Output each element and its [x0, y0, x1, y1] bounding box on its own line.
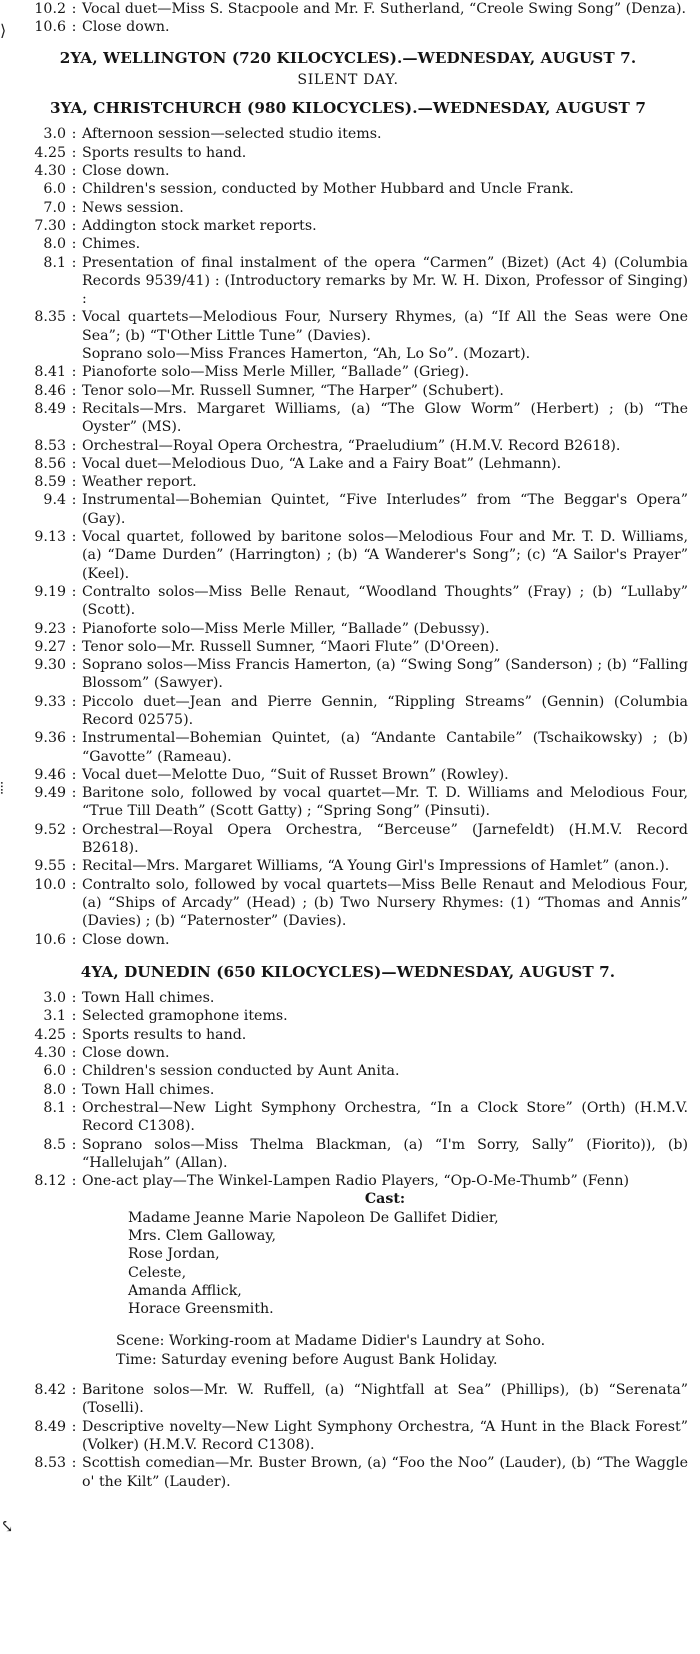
entry-time: 9.55	[34, 858, 66, 875]
entry-description: Close down.	[82, 163, 170, 180]
scene-notes	[116, 1332, 688, 1369]
programme-entry	[8, 876, 688, 931]
entry-description: Soprano solo—Miss Frances Hamerton, “Ah, Lo So”. (Mozart).	[82, 346, 531, 363]
entry-separator: :	[71, 785, 77, 802]
entry-description: Vocal quartets—Melodious Four, Nursery Rhymes, (a) “If All the Seas were One Sea”; (b) “T'Other Little Tune” (Davies).	[82, 309, 688, 344]
programme-entry	[8, 784, 688, 821]
entry-time: 8.1	[43, 254, 66, 271]
entry-description: Children's session conducted by Aunt Anita.	[82, 1063, 400, 1080]
entry-separator: :	[71, 1173, 77, 1190]
entry-description: Baritone solos—Mr. W. Ruffell, (a) “Nightfall at Sea” (Phillips), (b) “Serenata” (Toselli).	[82, 1382, 688, 1417]
entry-separator: :	[71, 990, 77, 1007]
cast-title: Cast:	[364, 1191, 406, 1208]
entry-separator: :	[71, 1081, 77, 1098]
entry-time: 10.6	[34, 931, 66, 948]
programme-entry	[8, 1007, 688, 1025]
christchurch-programme-list	[8, 125, 688, 948]
dunedin-heading: 4YA, DUNEDIN (650 KILOCYCLES)—WEDNESDAY, AUGUST 7.	[80, 962, 616, 981]
entry-time: 10.0	[34, 876, 66, 893]
entry-separator: :	[71, 730, 77, 747]
entry-description: Addington stock market reports.	[82, 217, 317, 234]
programme-entry	[8, 857, 688, 875]
print-flourish-icon: ⟩	[0, 21, 7, 40]
entry-time: 7.30	[34, 217, 66, 234]
entry-separator: :	[71, 455, 77, 472]
entry-separator: :	[71, 474, 77, 491]
entry-description: Children's session, conducted by Mother Hubbard and Uncle Frank.	[82, 181, 574, 198]
entry-description: Close down.	[82, 1045, 170, 1062]
entry-description: Sports results to hand.	[82, 1026, 247, 1043]
entry-time: 4.25	[34, 1026, 66, 1043]
entry-time: 3.0	[43, 126, 66, 143]
programme-entry	[8, 491, 688, 528]
entry-time: 9.33	[34, 693, 66, 710]
entry-description: Baritone solo, followed by vocal quartet—Mr. T. D. Williams and Melodious Four, “True Till Death” (Scott Gatty) ; “Spring Song” (Pinsuti).	[82, 785, 688, 820]
programme-entry	[8, 217, 688, 235]
programme-entry	[8, 821, 688, 858]
entry-time: 7.0	[43, 199, 66, 216]
entry-description: One-act play—The Winkel-Lampen Radio Players, “Op-O-Me-Thumb” (Fenn)	[82, 1173, 630, 1190]
entry-description: Soprano solos—Miss Thelma Blackman, (a) “I'm Sorry, Sally” (Fiorito)), (b) “Hallelujah” (Allan).	[82, 1136, 688, 1171]
entry-time: 8.12	[34, 1173, 66, 1190]
entry-separator: :	[71, 181, 77, 198]
wellington-subheading: SILENT DAY.	[297, 71, 399, 88]
entry-description: Chimes.	[82, 236, 141, 253]
entry-separator: :	[71, 1045, 77, 1062]
entry-time: 9.30	[34, 657, 66, 674]
programme-entry	[8, 254, 688, 309]
entry-time: 8.56	[34, 455, 66, 472]
time-note-line: Time: Saturday evening before August Bank Holiday.	[116, 1351, 498, 1368]
entry-description: Close down.	[82, 931, 170, 948]
top-programme-list	[8, 0, 688, 37]
entry-separator: :	[71, 309, 77, 326]
entry-separator: :	[71, 1136, 77, 1153]
entry-description: Orchestral—Royal Opera Orchestra, “Berceuse” (Jarnefeldt) (H.M.V. Record B2618).	[82, 821, 688, 857]
entry-description: Instrumental—Bohemian Quintet, (a) “Andante Cantabile” (Tschaikowsky) ; (b) “Gavotte” (Rameau).	[82, 730, 688, 765]
entry-separator: :	[71, 1026, 77, 1043]
programme-entry	[8, 382, 688, 400]
programme-entry	[8, 528, 688, 583]
entry-description: Vocal duet—Melotte Duo, “Suit of Russet Brown” (Rowley).	[82, 766, 509, 783]
entry-time: 3.0	[43, 990, 66, 1007]
entry-description: Vocal duet—Miss S. Stacpoole and Mr. F. Sutherland, “Creole Swing Song” (Denza).	[82, 1, 687, 17]
programme-entry	[8, 656, 688, 693]
entry-description: Recitals—Mrs. Margaret Williams, (a) “The Glow Worm” (Herbert) ; (b) “The Oyster” (MS).	[82, 400, 688, 436]
entry-description: Close down.	[82, 19, 170, 36]
entry-description: Selected gramophone items.	[82, 1008, 288, 1025]
entry-separator: :	[71, 437, 77, 454]
programme-entry	[8, 473, 688, 491]
entry-separator: :	[71, 693, 77, 710]
print-flourish-icon: ⤥	[0, 1517, 14, 1536]
entry-description: Orchestral—Royal Opera Orchestra, “Praeludium” (H.M.V. Record B2618).	[82, 437, 621, 454]
dunedin-programme-list	[8, 989, 688, 1190]
wellington-heading: 2YA, WELLINGTON (720 KILOCYCLES).—WEDNESDAY, AUGUST 7.	[59, 48, 637, 67]
programme-entry	[8, 345, 688, 363]
entry-separator: :	[71, 126, 77, 143]
entry-description: Afternoon session—selected studio items.	[82, 126, 382, 143]
print-flourish-icon: ⦙	[0, 779, 4, 798]
entry-time: 9.27	[34, 638, 66, 655]
entry-time: 8.49	[34, 1418, 66, 1435]
entry-description: Tenor solo—Mr. Russell Sumner, “The Harper” (Schubert).	[82, 382, 504, 399]
entry-time: 6.0	[43, 181, 66, 198]
entry-separator: :	[71, 583, 77, 600]
programme-entry	[8, 931, 688, 949]
entry-separator: :	[71, 163, 77, 180]
entry-separator: :	[71, 1008, 77, 1025]
programme-entry	[8, 766, 688, 784]
programme-entry	[8, 437, 688, 455]
entry-description: Sports results to hand.	[82, 144, 247, 161]
programme-entry	[8, 693, 688, 730]
programme-entry	[8, 125, 688, 143]
entry-separator: :	[71, 1382, 77, 1399]
entry-separator: :	[71, 529, 77, 546]
programme-entry	[8, 308, 688, 345]
entry-description: Tenor solo—Mr. Russell Sumner, “Maori Flute” (D'Oreen).	[82, 638, 500, 655]
programme-entry	[8, 162, 688, 180]
entry-separator: :	[71, 876, 77, 893]
entry-description: Presentation of final instalment of the opera “Carmen” (Bizet) (Act 4) (Columbia Records 9539/41) : (Introductory remarks by Mr. W. H. Dixon, Professor of Singing) :	[82, 254, 688, 308]
cast-member: Rose Jordan,	[128, 1246, 220, 1263]
entry-separator: :	[71, 821, 77, 838]
entry-separator: :	[71, 19, 77, 36]
entry-time: 9.23	[34, 620, 66, 637]
entry-separator: :	[71, 217, 77, 234]
entry-time: 9.36	[34, 730, 66, 747]
entry-time: 9.49	[34, 785, 66, 802]
entry-description: Pianoforte solo—Miss Merle Miller, “Ballade” (Debussy).	[82, 620, 490, 637]
entry-separator: :	[71, 254, 77, 271]
entry-time: 8.59	[34, 474, 66, 491]
entry-time: 8.41	[34, 364, 66, 381]
entry-time: 9.46	[34, 766, 66, 783]
entry-time: 9.19	[34, 583, 66, 600]
entry-time: 8.46	[34, 382, 66, 399]
programme-entry	[8, 1099, 688, 1136]
programme-entry	[8, 1062, 688, 1080]
programme-entry	[8, 1026, 688, 1044]
entry-description: Descriptive novelty—New Light Symphony Orchestra, “A Hunt in the Black Forest” (Volker) (H.M.V. Record C1308).	[82, 1418, 688, 1453]
cast-member: Horace Greensmith.	[128, 1301, 274, 1318]
entry-time: 4.30	[34, 163, 66, 180]
entry-time: 9.13	[34, 529, 66, 546]
programme-entry	[8, 1044, 688, 1062]
programme-entry	[8, 0, 688, 18]
entry-separator: :	[71, 657, 77, 674]
entry-description: Vocal duet—Melodious Duo, “A Lake and a Fairy Boat” (Lehmann).	[82, 455, 562, 472]
cast-member: Madame Jeanne Marie Napoleon De Gallifet Didier,	[128, 1209, 499, 1226]
programme-entry	[8, 144, 688, 162]
entry-time: 10.6	[34, 19, 66, 36]
entry-time: 3.1	[43, 1008, 66, 1025]
entry-time: 8.0	[43, 1081, 66, 1098]
entry-separator: :	[71, 382, 77, 399]
entry-time: 10.2	[34, 1, 66, 17]
entry-time: 8.35	[34, 309, 66, 326]
scene-line: Scene: Working-room at Madame Didier's Laundry at Soho.	[116, 1333, 546, 1350]
entry-separator: :	[71, 1418, 77, 1435]
programme-entry	[8, 199, 688, 217]
entry-description: News session.	[82, 199, 184, 216]
programme-entry	[8, 1454, 688, 1491]
cast-member: Mrs. Clem Galloway,	[128, 1228, 277, 1244]
entry-time: 8.42	[34, 1382, 66, 1399]
entry-time: 9.4	[43, 492, 66, 509]
entry-description: Town Hall chimes.	[82, 990, 215, 1007]
programme-entry	[8, 989, 688, 1007]
programme-entry	[8, 1172, 688, 1190]
programme-entry	[8, 235, 688, 253]
entry-separator: :	[71, 492, 77, 509]
programme-entry	[8, 400, 688, 437]
entry-description: Weather report.	[82, 474, 197, 491]
entry-description: Soprano solos—Miss Francis Hamerton, (a) “Swing Song” (Sanderson) ; (b) “Falling Blossom” (Sawyer).	[82, 657, 688, 692]
entry-description: Town Hall chimes.	[82, 1081, 215, 1098]
programme-entry	[8, 455, 688, 473]
entry-time: 8.53	[34, 1455, 66, 1472]
programme-entry	[8, 1136, 688, 1173]
entry-time: 4.25	[34, 144, 66, 161]
entry-separator: :	[71, 364, 77, 381]
dunedin-late-programme-list	[8, 1381, 688, 1491]
programme-entry	[8, 363, 688, 381]
entry-description: Contralto solos—Miss Belle Renaut, “Woodland Thoughts” (Fray) ; (b) “Lullaby” (Scott).	[82, 583, 688, 619]
programme-entry	[8, 1381, 688, 1418]
entry-separator: :	[71, 638, 77, 655]
entry-description: Contralto solo, followed by vocal quartets—Miss Belle Renaut and Melodious Four, (a) “Ships of Arcady” (Head) ; (b) Two Nursery Rhymes: (1) “Thomas and Annis” (Davies) ; (b) “Paternoster” (Davies).	[82, 876, 688, 930]
entry-description: Scottish comedian—Mr. Buster Brown, (a) “Foo the Noo” (Lauder), (b) “The Waggle o' the Kilt” (Lauder).	[82, 1455, 688, 1490]
entry-time: 8.53	[34, 437, 66, 454]
programme-entry	[8, 18, 688, 36]
entry-separator: :	[71, 236, 77, 253]
cast-member: Amanda Afflick,	[128, 1282, 242, 1299]
entry-separator: :	[71, 620, 77, 637]
entry-separator: :	[71, 1099, 77, 1116]
entry-time: 6.0	[43, 1063, 66, 1080]
entry-separator: :	[71, 1, 77, 17]
entry-description: Recital—Mrs. Margaret Williams, “A Young Girl's Impressions of Hamlet” (anon.).	[82, 858, 670, 875]
entry-separator: :	[71, 1455, 77, 1472]
entry-time: 8.49	[34, 400, 66, 417]
entry-description: Vocal quartet, followed by baritone solos—Melodious Four and Mr. T. D. Williams, (a) “Dame Durden” (Harrington) ; (b) “A Wanderer's Song”; (c) “A Sailor's Prayer” (Keel).	[82, 529, 688, 582]
entry-separator: :	[71, 766, 77, 783]
programme-entry	[8, 1418, 688, 1455]
entry-separator: :	[71, 1063, 77, 1080]
programme-entry	[8, 729, 688, 766]
entry-time: 8.5	[43, 1136, 66, 1153]
entry-separator: :	[71, 199, 77, 216]
christchurch-heading: 3YA, CHRISTCHURCH (980 KILOCYCLES).—WEDNESDAY, AUGUST 7	[49, 99, 647, 118]
entry-time: 9.52	[34, 821, 66, 838]
entry-description: Orchestral—New Light Symphony Orchestra, “In a Clock Store” (Orth) (H.M.V. Record C1308).	[82, 1099, 688, 1135]
entry-description: Pianoforte solo—Miss Merle Miller, “Ballade” (Grieg).	[82, 364, 470, 381]
cast-list	[128, 1209, 688, 1319]
programme-entry	[8, 180, 688, 198]
programme-entry	[8, 620, 688, 638]
entry-time: 8.1	[43, 1099, 66, 1116]
cast-member: Celeste,	[128, 1264, 187, 1281]
entry-description: Instrumental—Bohemian Quintet, “Five Interludes” from “The Beggar's Opera” (Gay).	[82, 492, 688, 527]
entry-separator: :	[71, 400, 77, 417]
programme-entry	[8, 1081, 688, 1099]
entry-separator: :	[71, 858, 77, 875]
entry-time: 4.30	[34, 1045, 66, 1062]
programme-entry	[8, 638, 688, 656]
entry-separator: :	[71, 144, 77, 161]
entry-description: Piccolo duet—Jean and Pierre Gennin, “Rippling Streams” (Gennin) (Columbia Record 02575).	[82, 693, 688, 728]
entry-separator: :	[71, 931, 77, 948]
entry-time: 8.0	[43, 236, 66, 253]
programme-entry	[8, 583, 688, 620]
